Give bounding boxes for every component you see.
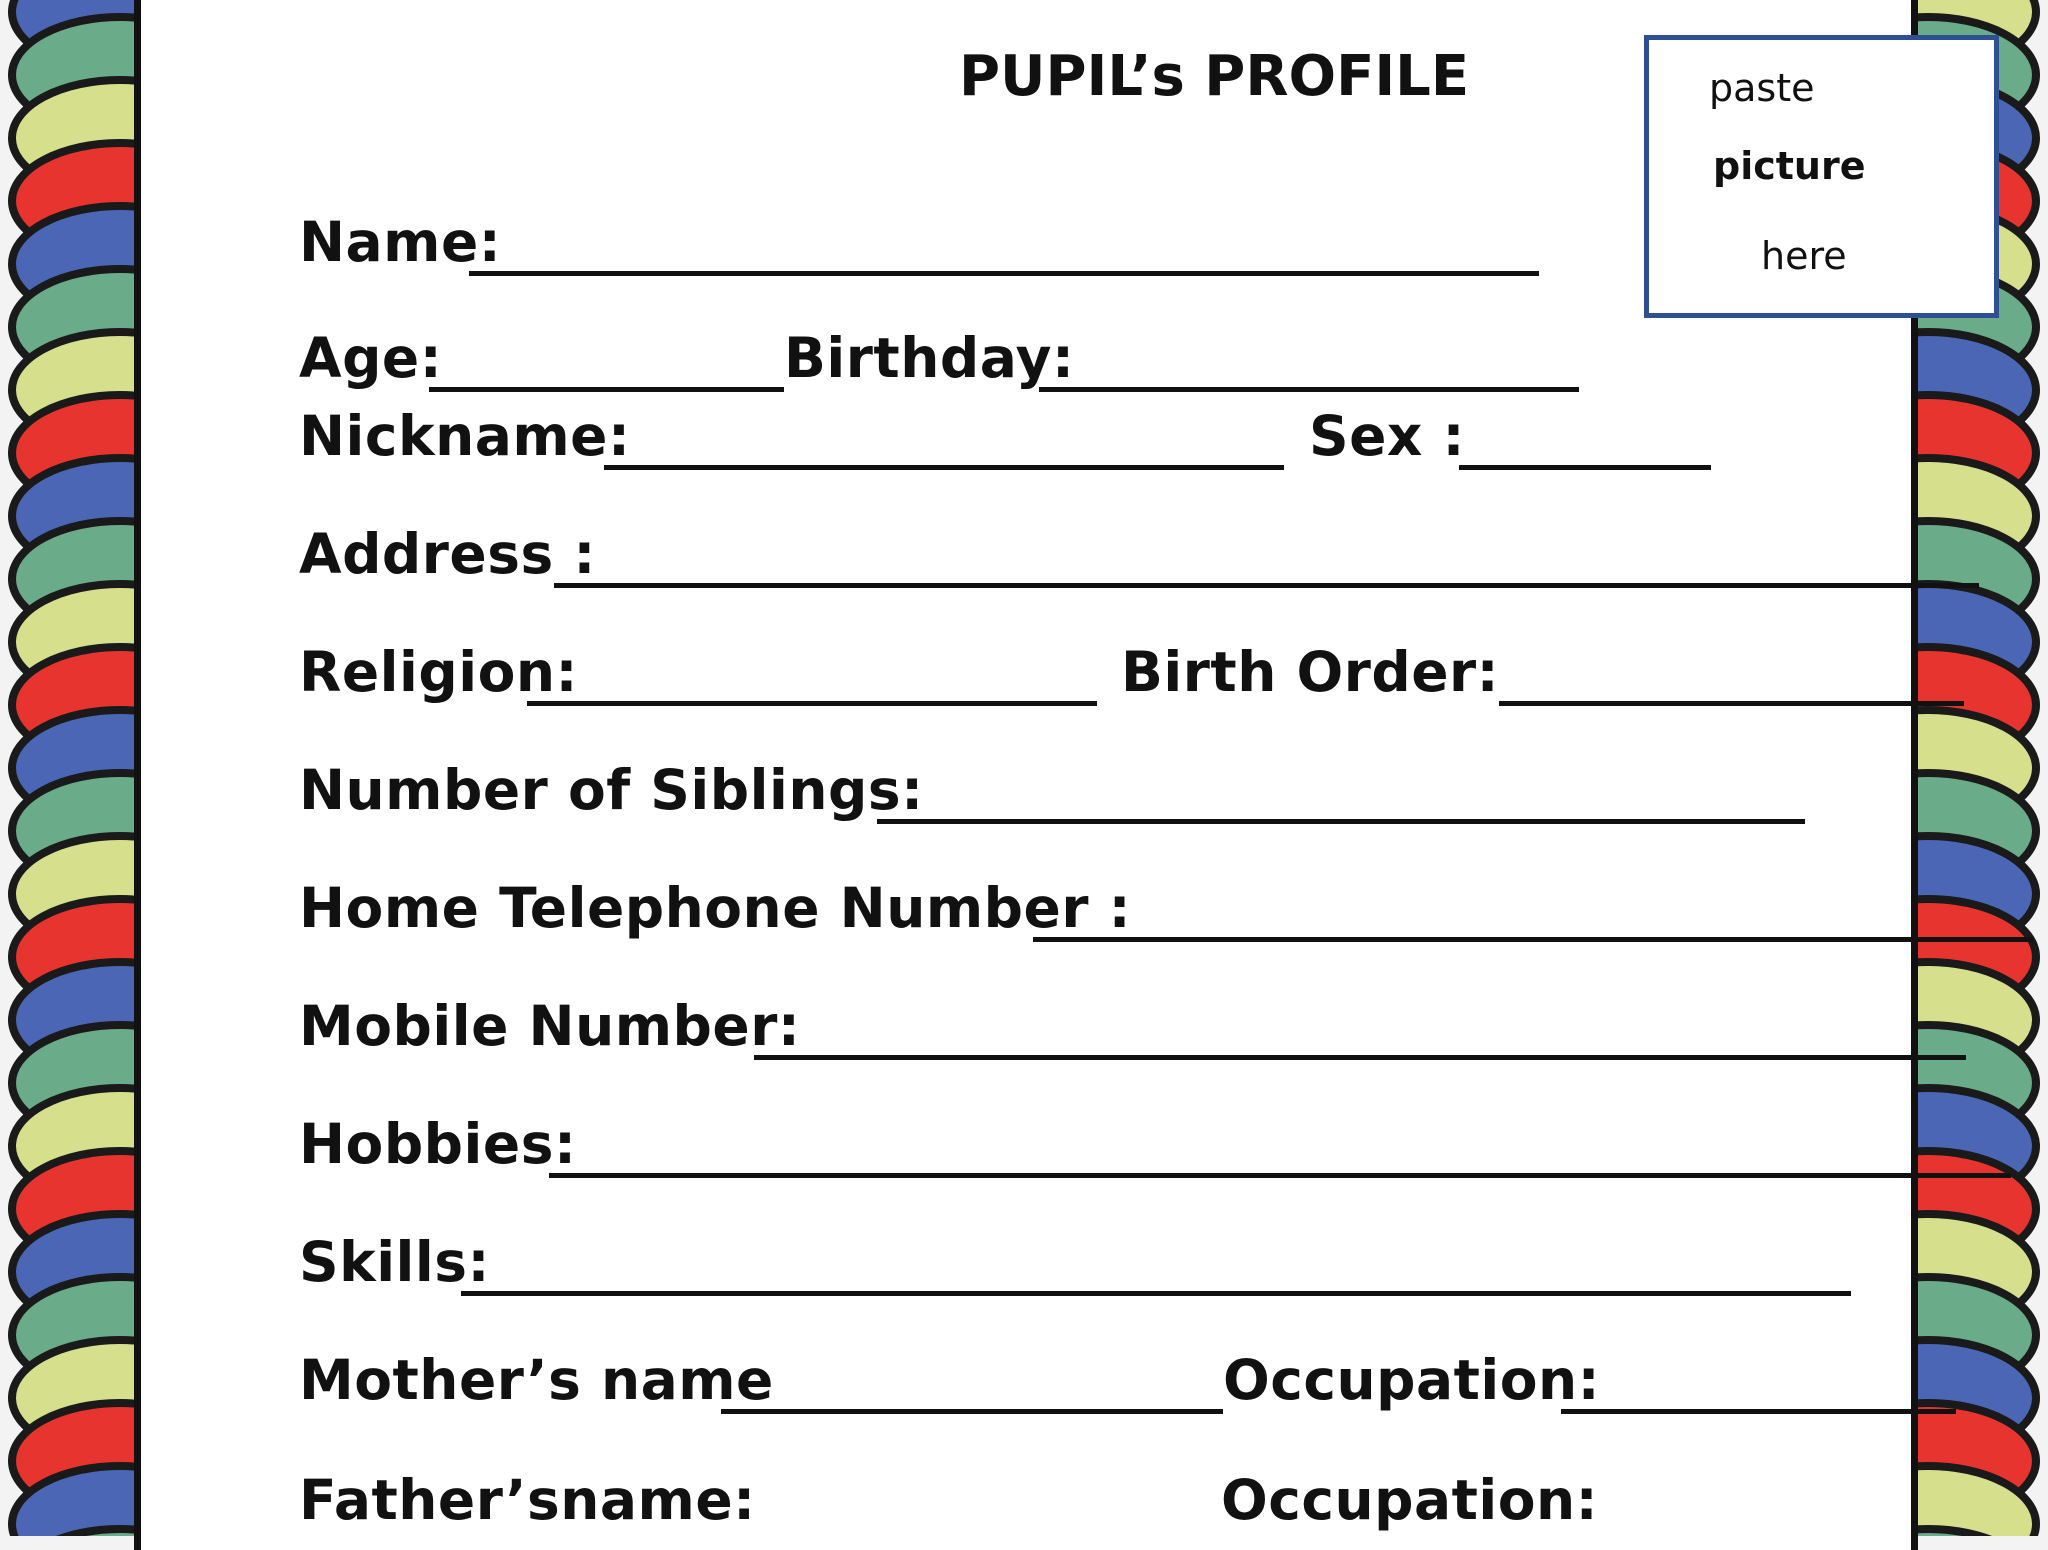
nickname-label: Nickname: xyxy=(299,404,631,468)
birthday-label: Birthday: xyxy=(784,326,1075,390)
siblings-label: Number of Siblings: xyxy=(299,758,924,822)
profile-sheet xyxy=(134,0,1918,1550)
mother-occupation-blank[interactable] xyxy=(1561,1409,1956,1414)
address-row xyxy=(299,516,1989,596)
sex-label: Sex : xyxy=(1309,404,1466,468)
picture-placeholder xyxy=(1644,35,1999,318)
nickname-sex-row xyxy=(299,398,1719,478)
age-label: Age: xyxy=(299,326,443,390)
mobile-blank[interactable] xyxy=(754,1055,1966,1060)
mobile-label: Mobile Number: xyxy=(299,994,801,1058)
religion-blank[interactable] xyxy=(527,701,1097,706)
picture-text-here: here xyxy=(1761,234,1847,278)
name-blank[interactable] xyxy=(469,271,1539,276)
hobbies-label: Hobbies: xyxy=(299,1112,577,1176)
birth-order-label: Birth Order: xyxy=(1121,640,1500,704)
sex-blank[interactable] xyxy=(1459,465,1711,470)
age-birthday-row xyxy=(299,320,1599,400)
mother-occupation-label: Occupation: xyxy=(1223,1348,1601,1412)
birthday-blank[interactable] xyxy=(1039,387,1579,392)
skills-row xyxy=(299,1224,1854,1304)
home-phone-row xyxy=(299,870,2034,950)
mother-name-blank[interactable] xyxy=(721,1409,1223,1414)
home-phone-blank[interactable] xyxy=(1033,937,2033,942)
address-blank[interactable] xyxy=(554,583,1979,588)
nickname-blank[interactable] xyxy=(604,465,1284,470)
siblings-row xyxy=(299,752,1809,832)
picture-text-paste: paste xyxy=(1709,66,1815,110)
religion-label: Religion: xyxy=(299,640,579,704)
birth-order-blank[interactable] xyxy=(1499,701,1964,706)
hobbies-blank[interactable] xyxy=(549,1173,2011,1178)
name-label: Name: xyxy=(299,210,502,274)
picture-text-picture: picture xyxy=(1713,144,1866,188)
skills-blank[interactable] xyxy=(461,1291,1851,1296)
father-name-label: Father’sname: xyxy=(299,1468,756,1532)
name-row xyxy=(299,204,1549,284)
hobbies-row xyxy=(299,1106,2014,1186)
mother-name-label: Mother’s name xyxy=(299,1348,774,1412)
father-occupation-label: Occupation: xyxy=(1221,1468,1599,1532)
mobile-row xyxy=(299,988,1979,1068)
left-scallop-border xyxy=(0,0,140,1536)
father-row xyxy=(299,1462,1964,1542)
skills-label: Skills: xyxy=(299,1230,490,1294)
address-label: Address : xyxy=(299,522,596,586)
page-title: PUPIL’s PROFILE xyxy=(959,44,1470,109)
mother-row xyxy=(299,1342,1964,1422)
religion-birthorder-row xyxy=(299,634,1979,714)
home-phone-label: Home Telephone Number : xyxy=(299,876,1132,940)
age-blank[interactable] xyxy=(429,387,784,392)
siblings-blank[interactable] xyxy=(877,819,1805,824)
